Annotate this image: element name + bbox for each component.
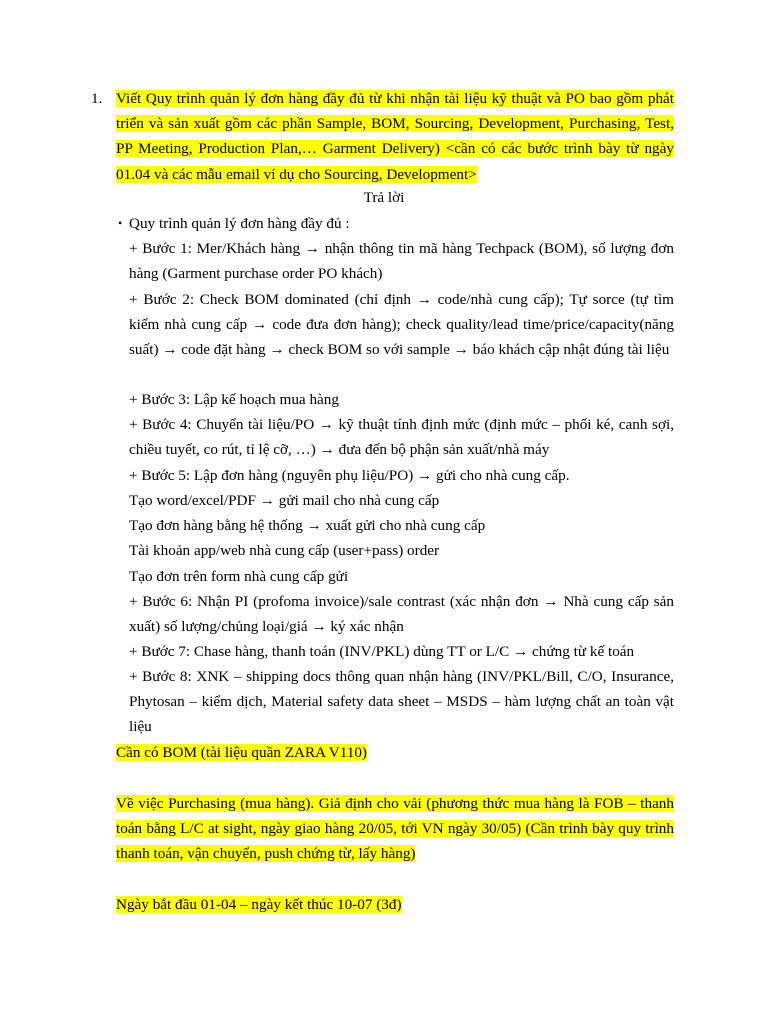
bullet-icon: • (118, 216, 123, 230)
highlighted-purchasing-note: Về việc Purchasing (mua hàng). Giả định cho vải (phương thức mua hàng là FOB – thanh toán bằng L/C at sight, ngày giao hàng 20/05, tới VN ngày 30/05) (Cần trình bày quy trình thanh toán, vận chuyển, push chứng từ, lấy hàng) (116, 795, 674, 863)
question-text (116, 86, 674, 187)
dates-note (116, 892, 402, 917)
highlighted-dates-note: Ngày bắt đầu 01-04 – ngày kết thúc 10-07 (3đ) (116, 896, 402, 913)
bom-note (116, 740, 367, 765)
step-4: + Bước 4: Chuyển tài liệu/PO → kỹ thuật tính định mức (định mức – phối ké, canh sợi, chiều tuyết, co rút, tỉ lệ cỡ, …) → đưa đến bộ phận sản xuất/nhà máy (129, 416, 674, 459)
answer-title: Trả lời (363, 189, 405, 206)
step-5-option-3: Tài khoản app/web nhà cung cấp (user+pass) order (129, 542, 440, 559)
process-heading: Quy trình quản lý đơn hàng đầy đủ : (129, 215, 350, 232)
step-7: + Bước 7: Chase hàng, thanh toán (INV/PKL) dùng TT or L/C → chứng từ kế toán (129, 643, 635, 660)
step-6: + Bước 6: Nhận PI (profoma invoice)/sale contrast (xác nhận đơn → Nhà cung cấp sản xuất) số lượng/chủng loại/giá → ký xác nhận (129, 593, 674, 636)
step-5-option-2: Tạo đơn hàng bằng hệ thống → xuất gửi cho nhà cung cấp (129, 517, 486, 534)
highlighted-question: Viết Quy trình quản lý đơn hàng đầy đủ từ khi nhận tài liệu kỹ thuật và PO bao gồm phát triển và sản xuất gồm các phần Sample, BOM, Sourcing, Development, Purchasing, Test, PP Meeting, Production Plan,… Garment Delivery) <cần có các bước trình bày từ ngày 01.04 và các mẫu email ví dụ cho Sourcing, Development> (116, 90, 674, 183)
step-5: + Bước 5: Lập đơn hàng (nguyên phụ liệu/PO) → gửi cho nhà cung cấp. (129, 467, 570, 484)
question-number: 1. (91, 90, 103, 107)
step-5-option-1: Tạo word/excel/PDF → gửi mail cho nhà cung cấp (129, 492, 440, 509)
step-2: + Bước 2: Check BOM dominated (chỉ định → code/nhà cung cấp); Tự sorce (tự tìm kiếm nhà cung cấp → code đưa đơn hàng); check quality/lead time/price/capacity(năng suất) → code đặt hàng → check BOM so với sample → báo khách cập nhật đúng tài liệu (129, 291, 674, 359)
step-1: + Bước 1: Mer/Khách hàng → nhận thông tin mã hàng Techpack (BOM), số lượng đơn hàng (Garment purchase order PO khách) (129, 240, 674, 283)
step-8: + Bước 8: XNK – shipping docs thông quan nhận hàng (INV/PKL/Bill, C/O, Insurance, Phytosan – kiểm dịch, Material safety data sheet – MSDS – hàm lượng chất an toàn vật liệu (129, 668, 674, 736)
highlighted-bom-note: Cần có BOM (tài liệu quần ZARA V110) (116, 744, 367, 761)
step-5-option-4: Tạo đơn trên form nhà cung cấp gửi (129, 568, 349, 585)
step-3: + Bước 3: Lập kế hoạch mua hàng (129, 391, 339, 408)
purchasing-note (116, 791, 674, 867)
